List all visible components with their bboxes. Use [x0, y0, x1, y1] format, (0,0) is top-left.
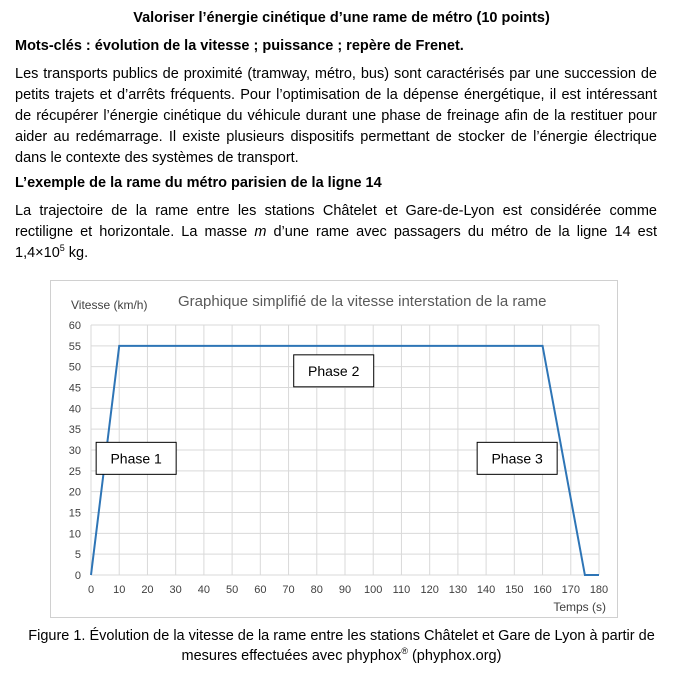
x-tick-label: 40	[197, 584, 211, 596]
y-tick-label: 25	[68, 465, 81, 478]
section-subtitle: L’exemple de la rame du métro parisien de la ligne 14	[15, 175, 382, 191]
y-tick-label: 35	[68, 424, 81, 437]
phase-label: Phase 2	[308, 362, 360, 379]
x-tick-label: 150	[505, 584, 524, 596]
x-tick-label: 10	[113, 584, 126, 596]
y-tick-label: 60	[68, 320, 81, 332]
caption-registered-mark: ®	[401, 646, 408, 657]
y-tick-label: 30	[68, 445, 81, 457]
document-title: Valoriser l’énergie cinétique d’une rame de métro (10 points)	[133, 10, 550, 26]
x-tick-label: 90	[338, 584, 352, 596]
x-tick-label: 60	[254, 584, 267, 596]
y-tick-label: 15	[68, 507, 81, 520]
x-tick-label: 130	[448, 584, 468, 596]
y-tick-label: 50	[68, 361, 81, 374]
x-tick-label: 100	[364, 584, 383, 596]
x-axis-label: Temps (s)	[553, 600, 606, 614]
x-tick-label: 170	[561, 584, 580, 596]
mass-variable: m	[254, 224, 267, 240]
figure-caption	[10, 626, 673, 666]
y-tick-label: 5	[74, 549, 81, 562]
paragraph-trajectory-text-1: La trajectoire de la rame entre les stations Châtelet et Gare-de-Lyon est considérée comme rectiligne et horizontale. La masse	[15, 203, 657, 240]
phase-annotation	[477, 442, 557, 474]
phase-label: Phase 1	[110, 450, 162, 467]
speed-chart	[50, 280, 618, 618]
mass-exponent: 5	[59, 243, 65, 254]
phase-annotations	[96, 355, 557, 474]
y-tick-label: 20	[68, 486, 81, 499]
paragraph-intro: Les transports publics de proximité (tramway, métro, bus) sont caractérisés par une succession de petits trajets et d’arrêts fréquents. Pour l’optimisation de la dépense énergétique, il est intéressant de récupérer l’énergie cinétique du véhicule durant une phase de freinage afin de la restituer pour aider au redémarrage. Il existe plusieurs dispositifs permettant de stocker de l’énergie électrique dans le contexte des systèmes de transport.	[15, 66, 657, 166]
x-tick-label: 180	[589, 584, 609, 596]
keywords: Mots-clés : évolution de la vitesse ; puissance ; repère de Frenet.	[15, 38, 464, 54]
phase-annotation	[96, 442, 176, 474]
figure-caption-text-1: Figure 1. Évolution de la vitesse de la rame entre les stations Châtelet et Gare de Lyon à partir de mesures effectuées avec phyphox	[28, 628, 655, 664]
y-tick-label: 55	[68, 340, 81, 353]
x-tick-label: 110	[392, 584, 411, 596]
x-tick-label: 20	[141, 584, 154, 596]
phase-label: Phase 3	[491, 450, 543, 467]
chart-title: Graphique simplifié de la vitesse interstation de la rame	[178, 293, 547, 310]
y-tick-label: 45	[68, 382, 81, 395]
x-tick-label: 50	[225, 584, 239, 596]
x-tick-label: 160	[533, 584, 552, 596]
y-axis-label: Vitesse (km/h)	[71, 298, 148, 312]
x-tick-label: 30	[169, 584, 182, 596]
x-tick-label: 0	[87, 584, 95, 596]
y-tick-label: 40	[68, 403, 81, 416]
x-tick-label: 140	[476, 584, 496, 596]
paragraph-trajectory-text-2: d’une rame avec passagers du métro de la ligne 14 est 1,4×10	[15, 224, 657, 261]
x-tick-label: 70	[282, 584, 295, 596]
phase-annotation	[294, 355, 374, 387]
x-tick-label: 120	[420, 584, 439, 596]
figure-caption-text-2: (phyphox.org)	[407, 648, 502, 664]
paragraph-trajectory-text-3: kg.	[64, 245, 89, 261]
paragraph-trajectory	[15, 201, 657, 264]
x-tick-label: 80	[310, 584, 323, 596]
y-tick-label: 10	[68, 528, 81, 541]
speed-chart-svg	[51, 281, 617, 617]
y-tick-label: 0	[74, 570, 81, 582]
